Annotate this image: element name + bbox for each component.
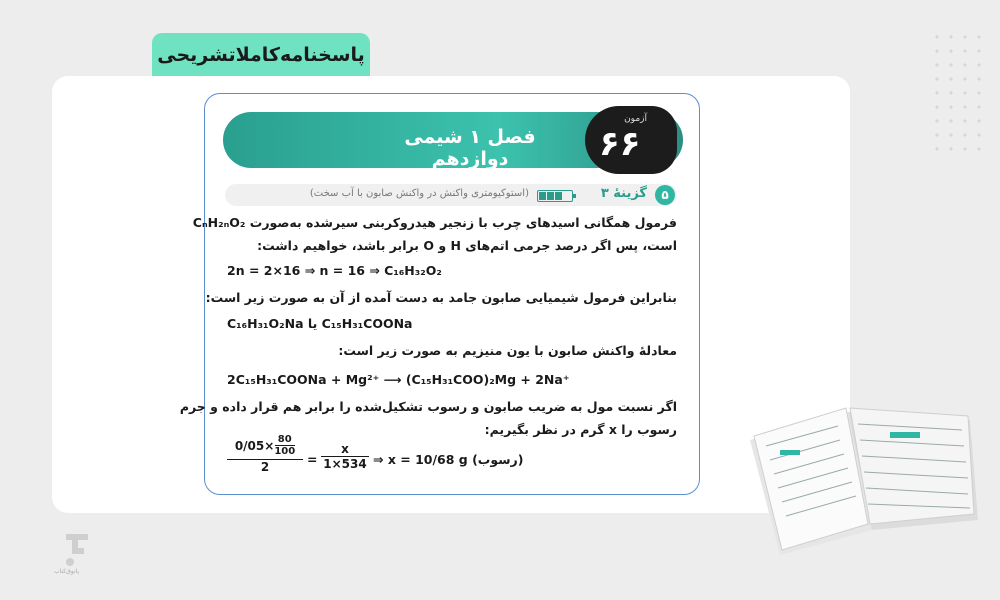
difficulty-battery-icon (537, 190, 573, 202)
solution-line-5: C₁₆H₃₁O₂Na یا C₁₅H₃₁COONa (227, 316, 413, 331)
left-denominator: 2 (260, 460, 270, 474)
answer-option: گزینهٔ ۳ (600, 186, 647, 201)
right-numerator: x (341, 442, 349, 456)
reaction-equation: 2C₁₅H₃₁COONa + Mg²⁺ ⟶ (C₁₅H₃₁COO)₂Mg + 2Na⁺ (227, 372, 570, 387)
brand-logo-icon (58, 528, 98, 570)
open-book-illustration (740, 380, 990, 560)
question-topic: (استوکیومتری واکنش در واکنش صابون با آب سخت) (309, 188, 529, 199)
left-numerator-a: 0/05× (234, 438, 275, 453)
exam-label: آزمون (624, 114, 647, 124)
question-bar (225, 184, 677, 206)
left-numerator-b-bottom: 100 (274, 446, 296, 457)
equals-sign: = (307, 452, 318, 467)
left-numerator-b-top: 80 (277, 434, 292, 445)
exam-number: ۶۶ (599, 124, 641, 164)
question-number: ۵ (655, 185, 675, 205)
solution-line-9: رسوب را x گرم در نظر بگیریم: (484, 422, 677, 437)
dot-pattern (930, 30, 990, 160)
answer-page (179, 93, 700, 495)
solution-line-3: 2n = 2×16 ⇒ n = 16 ⇒ C₁₆H₃₂O₂ (227, 263, 442, 278)
tab-label: پاسخنامه‌کاملاتشریحی (157, 44, 365, 66)
solution-line-1: فرمول همگانی اسیدهای چرب با زنجیر هیدروکربنی سیرشده به‌صورت CₙH₂ₙO₂ (192, 215, 677, 230)
solution-line-2: است، پس اگر درصد جرمی اتم‌های H و O برابر باشد، خواهیم داشت: (257, 238, 677, 253)
solution-line-8: اگر نسبت مول به ضریب صابون و رسوب تشکیل‌شده را برابر هم قرار داده و جرم (179, 399, 677, 414)
exam-badge (585, 106, 677, 174)
solution-line-4: بنابراین فرمول شیمیایی صابون جامد به دست آمده از آن به صورت زیر است: (205, 290, 677, 305)
equation-result: ⇒ x = 10/68 g (رسوب) (373, 452, 524, 467)
right-denominator: 1×534 (323, 457, 367, 471)
left-fraction (227, 434, 303, 474)
answer-key-tab (152, 33, 370, 77)
brand-logo-text: پاتوق‌کتاب (54, 568, 80, 575)
chapter-title: فصل ۱ شیمی دوازدهم (404, 126, 536, 170)
right-fraction (321, 442, 369, 471)
solution-line-6: معادلهٔ واکنش صابون با یون منیزیم به صورت زیر است: (338, 343, 677, 358)
